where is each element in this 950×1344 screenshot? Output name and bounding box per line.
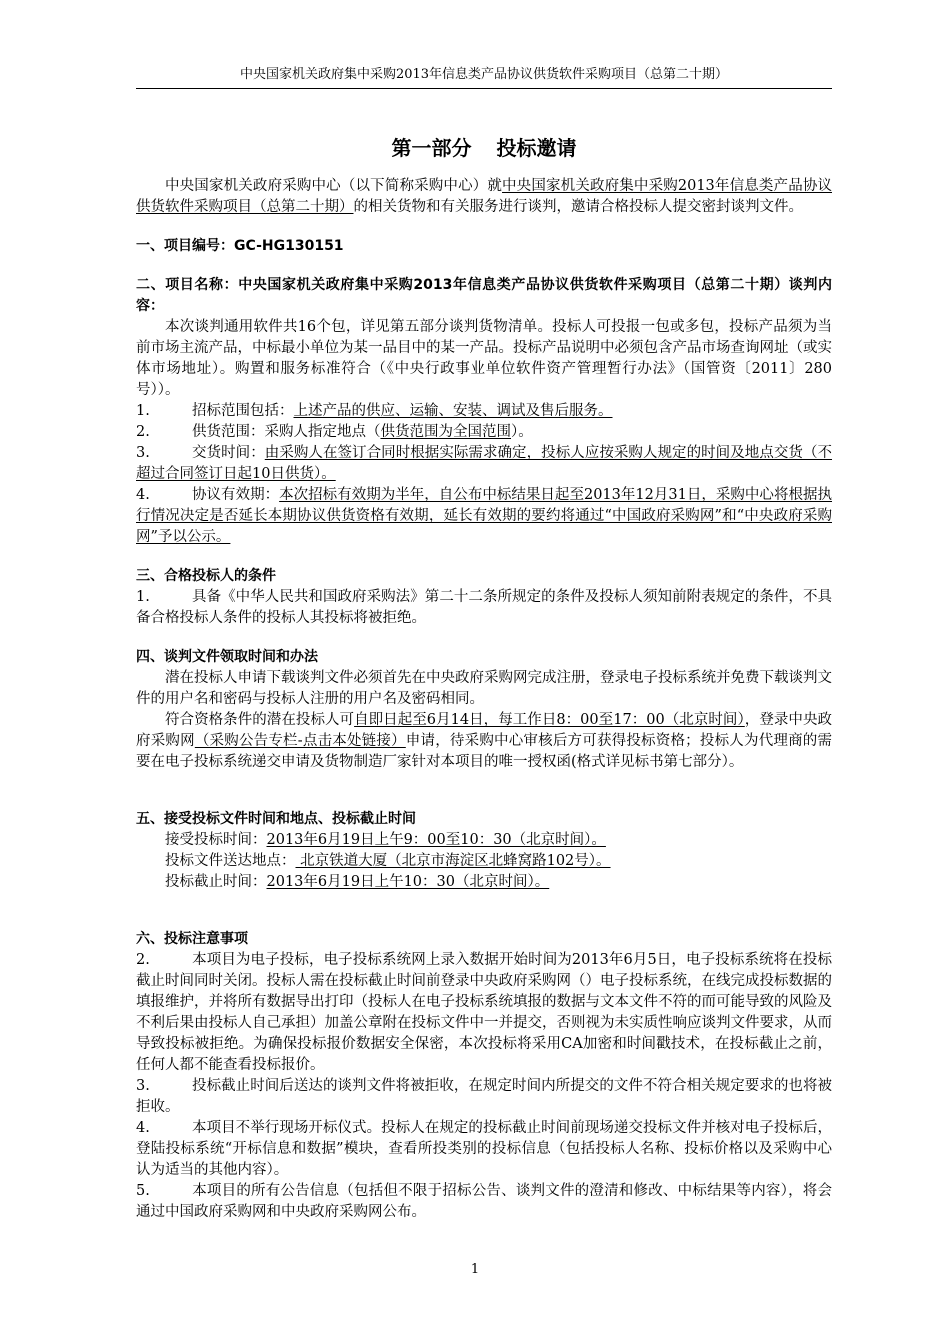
bid-delivery-location: 投标文件送达地点： 北京铁道大厦（北京市海淀区北蜂窝路102号）。 <box>165 853 611 869</box>
section-4-heading: 四、谈判文件领取时间和办法 <box>136 649 318 665</box>
project-name-underlined: 中央国家机关政府集中采购2013年信息类产品协议供货软件采购项目（总第二十期） <box>136 178 832 215</box>
section-5-heading: 五、接受投标文件时间和地点、投标截止时间 <box>136 811 416 827</box>
bid-acceptance-time: 接受投标时间：2013年6月19日上午9：00至10：30（北京时间）。 <box>165 832 606 848</box>
section-4-paragraph-2: 符合资格条件的潜在投标人可自即日起至6月14日，每工作日8：00至17：00（北京时间），登录中央政府采购网（采购公告专栏-点击本处链接）申请，待采购中心审核后方可获得投标资格；投标人为代理商的需要在电子投标系统递交申请及货物制造厂家针对本项目的唯一授权函(格式详见标书第七部分）。 <box>136 712 833 770</box>
section-2-heading: 二、项目名称：中央国家机关政府集中采购2013年信息类产品协议供货软件采购项目（总第二十期）谈判内容： <box>136 277 832 314</box>
section-2-item-4: 4. 协议有效期：本次招标有效期为半年，自公布中标结果日起至2013年12月31日，采购中心将根据执行情况决定是否延长本期协议供货资格有效期，延长有效期的要约将通过“中国政府采购网”和“中央政府采购网”予以公示。 <box>136 487 832 545</box>
section-3-heading: 三、合格投标人的条件 <box>136 568 276 584</box>
header-divider <box>136 88 832 89</box>
section-1-heading: 一、项目编号：GC-HG130151 <box>136 238 344 254</box>
section-2-item-1: 1. 招标范围包括：上述产品的供应、运输、安装、调试及售后服务。 <box>136 403 613 419</box>
page-number: 1 <box>470 1262 480 1277</box>
section-4-paragraph-1: 潜在投标人申请下载谈判文件必须首先在中央政府采购网完成注册，登录电子投标系统并免费下载谈判文件的用户名和密码与投标人注册的用户名及密码相同。 <box>136 670 832 707</box>
section-2-item-3: 3. 交货时间：由采购人在签订合同时根据实际需求确定，投标人应按采购人规定的时间及地点交货（不超过合同签订日起10日供货）。 <box>136 445 833 482</box>
bid-deadline: 投标截止时间：2013年6月19日上午10：30（北京时间）。 <box>165 874 550 890</box>
section-6-item-3: 3. 投标截止时间后送达的谈判文件将被拒收，在规定时间内所提交的文件不符合相关规定要求的也将被拒收。 <box>136 1078 832 1115</box>
document-body <box>136 176 832 1223</box>
section-6-item-5: 5. 本项目的所有公告信息（包括但不限于招标公告、谈判文件的澄清和修改、中标结果等内容），将会通过中国政府采购网和中央政府采购网公布。 <box>136 1183 832 1220</box>
announcement-link[interactable]: （采购公告专栏-点击本处链接） <box>194 733 406 749</box>
section-2-paragraph: 本次谈判通用软件共16个包，详见第五部分谈判货物清单。投标人可投报一包或多包，投标产品须为当前市场主流产品，中标最小单位为某一品目中的某一产品。投标产品说明中必须包含产品市场查询网址（或实体市场地址）。购置和服务标准符合（《中央行政事业单位软件资产管理暂行办法》（国管资〔2011〕280号））。 <box>136 319 832 398</box>
intro-paragraph: 中央国家机关政府采购中心（以下简称采购中心）就中央国家机关政府集中采购2013年信息类产品协议供货软件采购项目（总第二十期）的相关货物和有关服务进行谈判，邀请合格投标人提交密封谈判文件。 <box>136 178 832 215</box>
section-6-item-4: 4. 本项目不举行现场开标仪式。投标人在规定的投标截止时间前现场递交投标文件并核对电子投标后，登陆投标系统“开标信息和数据”模块，查看所投类别的投标信息（包括投标人名称、投标价格以及采购中心认为适当的其他内容）。 <box>136 1120 832 1178</box>
section-6-heading: 六、投标注意事项 <box>136 931 248 947</box>
section-2-item-2: 2. 供货范围：采购人指定地点（供货范围为全国范围）。 <box>136 424 533 440</box>
document-title: 第一部分 投标邀请 <box>391 136 577 160</box>
section-3-item-1: 1. 具备《中华人民共和国政府采购法》第二十二条所规定的条件及投标人须知前附表规定的条件，不具备合格投标人条件的投标人其投标将被拒绝。 <box>136 589 832 626</box>
page-header: 中央国家机关政府集中采购2013年信息类产品协议供货软件采购项目（总第二十期） <box>239 67 729 82</box>
section-6-item-2: 2. 本项目为电子投标，电子投标系统网上录入数据开始时间为2013年6月5日，电子投标系统将在投标截止时间同时关闭。投标人需在投标截止时间前登录中央政府采购网（）电子投标系统，在线完成投标数据的填报维护，并将所有数据导出打印（投标人在电子投标系统填报的数据与文本文件不符的而可能导致的风险及不利后果由投标人自己承担）加盖公章附在投标文件中一并提交，否则视为未实质性响应谈判文件要求，从而导致投标被拒绝。为确保投标报价数据安全保密，本次投标将采用CA加密和时间戳技术，在投标截止之前，任何人都不能查看投标报价。 <box>136 952 832 1073</box>
